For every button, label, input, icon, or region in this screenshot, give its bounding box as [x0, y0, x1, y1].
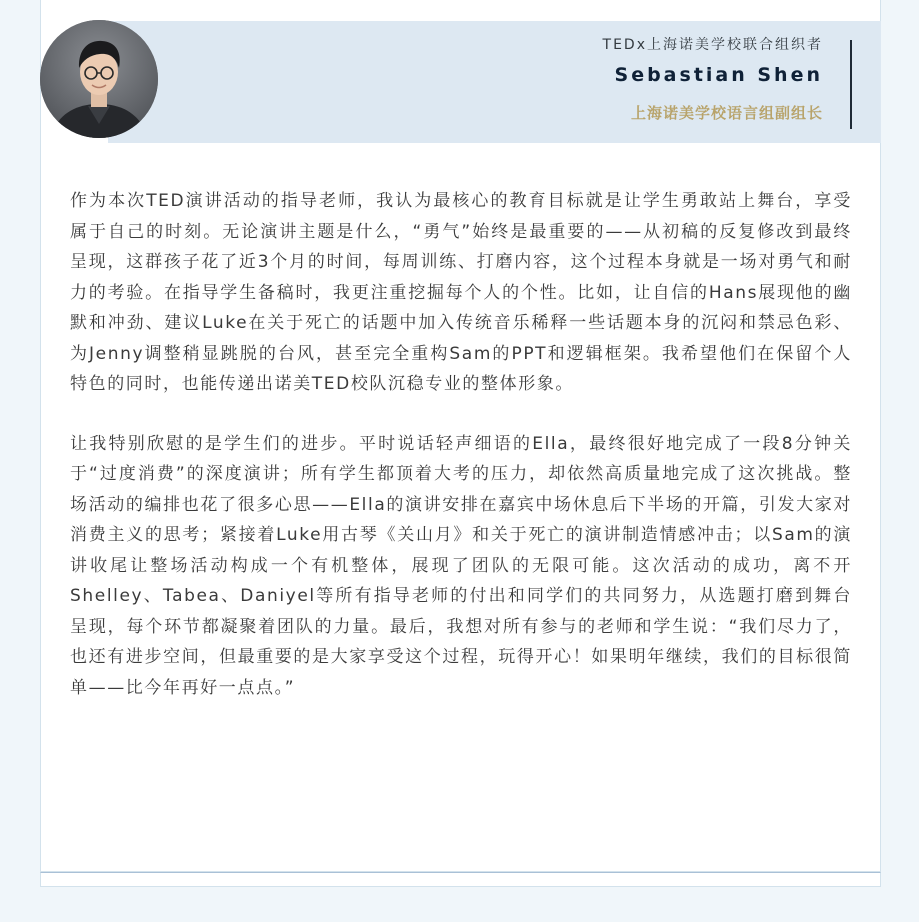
avatar: [40, 20, 158, 138]
speaker-name: Sebastian Shen: [614, 64, 823, 86]
card-divider: [40, 872, 881, 887]
article-paragraph: 作为本次TED演讲活动的指导老师，我认为最核心的教育目标就是让学生勇敢站上舞台，享受属于自己的时刻。无论演讲主题是什么，“勇气”始终是最重要的——从初稿的反复修改到最终呈现，这群孩子花了近3个月的时间，每周训练、打磨内容，这个过程本身就是一场对勇气和耐力的考验。在指导学生备稿时，我更注重挖掘每个人的个性。比如，让自信的Hans展现他的幽默和冲劲、建议Luke在关于死亡的话题中加入传统音乐稀释一些话题本身的沉闷和禁忌色彩、为Jenny调整稍显跳脱的台风，甚至完全重构Sam的PPT和逻辑框架。我希望他们在保留个人特色的同时，也能传递出诺美TED校队沉稳专业的整体形象。: [70, 191, 852, 394]
article-paragraph: 让我特别欣慰的是学生们的进步。平时说话轻声细语的Ella，最终很好地完成了一段8分钟关于“过度消费”的深度演讲；所有学生都顶着大考的压力，却依然高质量地完成了这次挑战。整场活动的编排也花了很多心思——Ella的演讲安排在嘉宾中场休息后下半场的开篇，引发大家对消费主义的思考；紧接着Luke用古琴《关山月》和关于死亡的演讲制造情感冲击；以Sam的演讲收尾让整场活动构成一个有机整体，展现了团队的无限可能。这次活动的成功，离不开Shelley、Tabea、Daniyel等所有指导老师的付出和同学们的共同努力，从选题打磨到舞台呈现，每个环节都凝聚着团队的力量。最后，我想对所有参与的老师和学生说：“我们尽力了，也还有进步空间，但最重要的是大家享受这个过程，玩得开心！如果明年继续，我们的目标很简单——比今年再好一点点。”: [70, 433, 852, 698]
person-portrait-icon: [40, 20, 158, 138]
article-body: [70, 186, 852, 732]
speaker-role: 上海诺美学校语言组副组长: [630, 104, 823, 122]
header-divider-line: [850, 40, 852, 129]
organizer-title: TEDx上海诺美学校联合组织者: [602, 37, 823, 53]
